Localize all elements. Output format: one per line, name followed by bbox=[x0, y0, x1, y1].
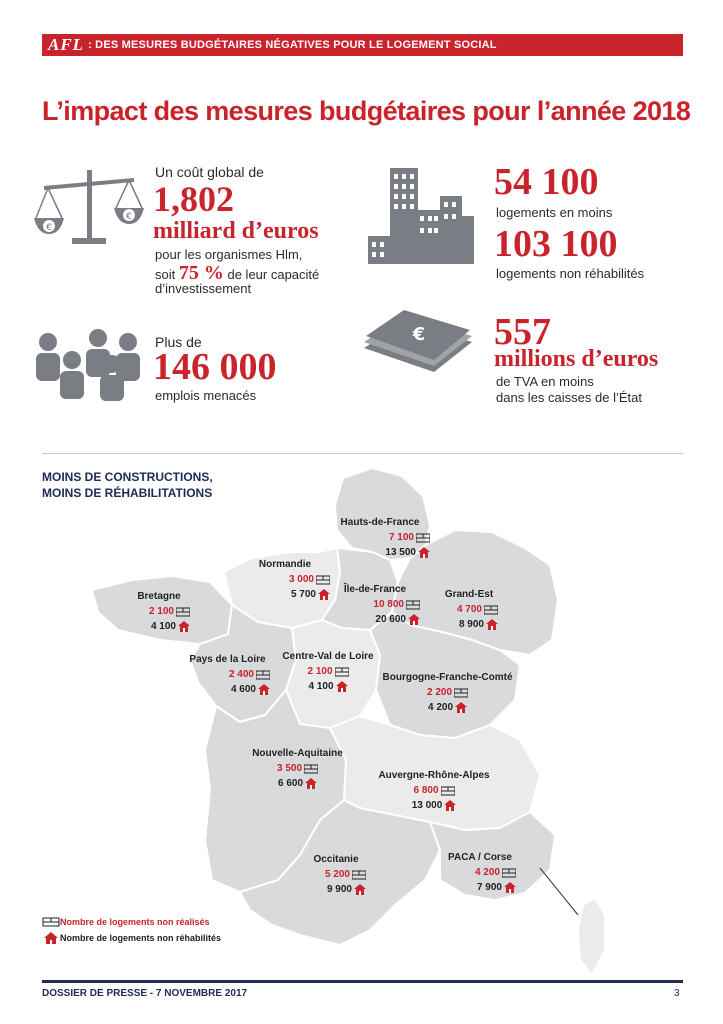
cost-intro: Un coût global de bbox=[155, 164, 264, 180]
rehab-value: 8 900 bbox=[458, 619, 484, 630]
region-label-centre-val-de-loire bbox=[278, 649, 378, 694]
rehab-value: 4 100 bbox=[150, 621, 176, 632]
rehab-value: 4 600 bbox=[230, 684, 256, 695]
cost-unit: milliard d’euros bbox=[153, 218, 319, 244]
region-built-row bbox=[306, 867, 366, 882]
bricks-icon bbox=[176, 607, 190, 617]
bricks-icon bbox=[256, 670, 270, 680]
rehab-value: 9 900 bbox=[326, 884, 352, 895]
region-name: Occitanie bbox=[313, 854, 359, 865]
house-icon bbox=[504, 882, 516, 893]
house-icon bbox=[444, 800, 456, 811]
region-name: Auvergne-Rhône-Alpes bbox=[378, 770, 490, 781]
region-label-pays-de-la-loire bbox=[185, 652, 270, 697]
region-rehab-row bbox=[185, 682, 270, 697]
built-value: 6 800 bbox=[413, 785, 439, 796]
map-title-line2: MOINS DE RÉHABILITATIONS bbox=[42, 486, 213, 500]
cost-line2-post: de leur capacité bbox=[227, 267, 320, 282]
bricks-icon bbox=[484, 605, 498, 615]
region-label-hauts-de-france bbox=[330, 515, 430, 560]
region-rehab-row bbox=[240, 587, 330, 602]
house-icon bbox=[258, 684, 270, 695]
region-label-paca-corse bbox=[444, 850, 516, 895]
rehab-value: 4 200 bbox=[427, 702, 454, 713]
page-number: 3 bbox=[674, 988, 680, 999]
housing-label1: logements en moins bbox=[496, 205, 613, 220]
region-rehab-row bbox=[440, 617, 498, 632]
housing-value2: 103 100 bbox=[494, 223, 618, 265]
region-built-row bbox=[444, 865, 516, 880]
bricks-icon bbox=[441, 786, 455, 796]
region-rehab-row bbox=[330, 612, 420, 627]
svg-text:€: € bbox=[126, 212, 132, 222]
bricks-icon bbox=[416, 533, 430, 543]
housing-label2: logements non réhabilités bbox=[496, 266, 645, 281]
afl-logo: AFL bbox=[48, 35, 85, 54]
region-name: Île-de-France bbox=[343, 584, 407, 595]
rehab-value: 5 700 bbox=[290, 589, 316, 600]
region-built-row bbox=[240, 761, 355, 776]
region-name: Bourgogne-Franche-Comté bbox=[382, 672, 513, 683]
footer-rule bbox=[42, 980, 683, 983]
housing-value1: 54 100 bbox=[494, 161, 599, 203]
rehab-value: 7 900 bbox=[476, 882, 502, 893]
house-icon bbox=[318, 589, 330, 600]
region-label-occitanie bbox=[306, 852, 366, 897]
bricks-icon bbox=[335, 667, 349, 677]
region-rehab-row bbox=[240, 776, 355, 791]
vat-unit: millions d’euros bbox=[494, 346, 659, 372]
cost-value: 1,802 bbox=[153, 179, 234, 219]
region-built-row bbox=[240, 572, 330, 587]
region-built-row bbox=[440, 602, 498, 617]
vat-value: 557 bbox=[494, 311, 551, 353]
house-icon bbox=[42, 932, 60, 944]
region-name: Hauts-de-France bbox=[340, 517, 420, 528]
built-value: 2 200 bbox=[426, 687, 453, 698]
region-name: Bretagne bbox=[137, 591, 181, 602]
house-icon bbox=[418, 547, 430, 558]
region-label-bretagne bbox=[128, 589, 190, 634]
bricks-icon bbox=[502, 868, 516, 878]
region-built-row bbox=[330, 530, 430, 545]
region-label-grand-est bbox=[440, 587, 498, 632]
region-corse bbox=[578, 898, 605, 975]
svg-text:€: € bbox=[412, 324, 426, 345]
region-rehab-row bbox=[330, 545, 430, 560]
region-name: Normandie bbox=[258, 559, 312, 570]
legend-built bbox=[42, 914, 221, 930]
legend-rehab-label: Nombre de logements non réhabilités bbox=[60, 933, 222, 943]
region-rehab-row bbox=[306, 882, 366, 897]
footer-text: DOSSIER DE PRESSE - 7 NOVEMBRE 2017 bbox=[42, 988, 248, 999]
map-legend bbox=[42, 914, 221, 946]
built-value: 2 100 bbox=[307, 666, 333, 677]
rehab-value: 6 600 bbox=[277, 778, 304, 789]
legend-built-label: Nombre de logements non réalisés bbox=[60, 917, 210, 927]
house-icon bbox=[486, 619, 498, 630]
region-label-nouvelle-aquitaine bbox=[240, 746, 355, 791]
region-label-bourgogne-franche-comte bbox=[380, 670, 515, 715]
house-icon bbox=[408, 614, 420, 625]
built-value: 4 200 bbox=[474, 867, 500, 878]
built-value: 2 100 bbox=[148, 606, 174, 617]
bricks-icon bbox=[406, 600, 420, 610]
vat-line2: dans les caisses de l’État bbox=[496, 390, 642, 405]
rehab-value: 13 000 bbox=[411, 800, 443, 811]
built-value: 4 700 bbox=[456, 604, 482, 615]
header-title: : DES MESURES BUDGÉTAIRES NÉGATIVES POUR LE LOGEMENT SOCIAL bbox=[88, 39, 497, 51]
region-built-row bbox=[278, 664, 378, 679]
house-icon bbox=[336, 681, 348, 692]
cost-percent: 75 % bbox=[178, 262, 224, 284]
region-built-row bbox=[380, 685, 515, 700]
region-label-normandie bbox=[240, 557, 330, 602]
svg-text:€: € bbox=[46, 223, 52, 233]
region-label-ile-de-france bbox=[330, 582, 420, 627]
legend-rehab bbox=[42, 930, 221, 946]
vat-line1: de TVA en moins bbox=[496, 374, 594, 389]
built-value: 10 800 bbox=[373, 599, 404, 610]
cost-line2-pre: soit bbox=[155, 267, 176, 282]
region-built-row bbox=[370, 783, 498, 798]
region-rehab-row bbox=[278, 679, 378, 694]
cost-line3: d’investissement bbox=[155, 281, 252, 296]
region-rehab-row bbox=[128, 619, 190, 634]
jobs-label: emplois menacés bbox=[155, 388, 257, 403]
built-value: 7 100 bbox=[388, 532, 414, 543]
house-icon bbox=[305, 778, 317, 789]
rehab-value: 4 100 bbox=[308, 681, 334, 692]
region-rehab-row bbox=[370, 798, 498, 813]
region-name: PACA / Corse bbox=[448, 852, 512, 863]
house-icon bbox=[455, 702, 467, 713]
region-name: Pays de la Loire bbox=[189, 654, 266, 665]
house-icon bbox=[354, 884, 366, 895]
built-value: 2 400 bbox=[228, 669, 254, 680]
house-icon bbox=[178, 621, 190, 632]
region-built-row bbox=[330, 597, 420, 612]
region-rehab-row bbox=[444, 880, 516, 895]
page-title: L’impact des mesures budgétaires pour l’année 2018 bbox=[42, 96, 691, 126]
bricks-icon bbox=[42, 917, 60, 927]
bricks-icon bbox=[304, 764, 318, 774]
bricks-icon bbox=[352, 870, 366, 880]
jobs-intro: Plus de bbox=[155, 334, 202, 350]
region-name: Nouvelle-Aquitaine bbox=[252, 748, 343, 759]
region-name: Grand-Est bbox=[444, 589, 494, 600]
map-title-line1: MOINS DE CONSTRUCTIONS, bbox=[42, 470, 213, 484]
region-rehab-row bbox=[380, 700, 515, 715]
bricks-icon bbox=[454, 688, 468, 698]
built-value: 3 000 bbox=[288, 574, 314, 585]
region-built-row bbox=[185, 667, 270, 682]
cost-line1: pour les organismes Hlm, bbox=[155, 247, 303, 262]
region-name: Centre-Val de Loire bbox=[282, 651, 374, 662]
rehab-value: 20 600 bbox=[375, 614, 406, 625]
region-built-row bbox=[128, 604, 190, 619]
rehab-value: 13 500 bbox=[385, 547, 416, 558]
jobs-value: 146 000 bbox=[153, 346, 277, 388]
bricks-icon bbox=[316, 575, 330, 585]
region-label-auvergne-rhone-alpes bbox=[370, 768, 498, 813]
built-value: 3 500 bbox=[276, 763, 303, 774]
built-value: 5 200 bbox=[324, 869, 350, 880]
